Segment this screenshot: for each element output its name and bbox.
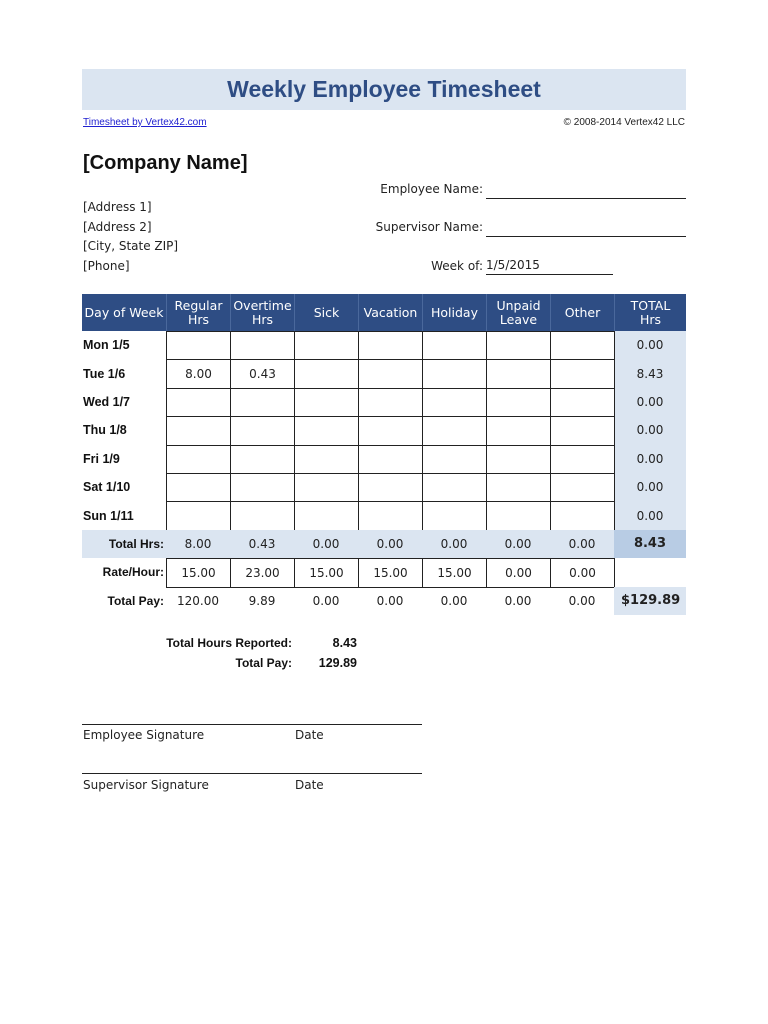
city-state-zip[interactable]: [City, State ZIP] [83, 239, 179, 253]
supervisor-name-field[interactable] [486, 219, 686, 237]
total-pay-cell: 0.00 [504, 593, 532, 608]
supervisor-date-label: Date [295, 778, 324, 792]
hours-cell[interactable] [166, 388, 231, 417]
hours-cell[interactable] [486, 331, 551, 360]
address-1[interactable]: [Address 1] [83, 200, 152, 214]
grand-total-hrs: 8.43 [614, 530, 686, 558]
hours-cell[interactable] [230, 416, 295, 445]
hours-cell[interactable] [486, 359, 551, 388]
hours-cell[interactable] [550, 388, 615, 417]
supervisor-signature-label: Supervisor Signature [83, 778, 209, 792]
grand-total-pay-amount: 129.89 [630, 593, 681, 609]
hours-cell[interactable] [486, 445, 551, 474]
total-hours-reported-value: 8.43 [332, 636, 357, 650]
row-total-cell: 0.00 [636, 480, 664, 495]
column-header: Day of Week [82, 294, 166, 331]
hours-cell[interactable] [166, 331, 231, 360]
hours-cell[interactable]: 8.00 [166, 359, 231, 388]
hours-cell[interactable] [422, 359, 487, 388]
total-pay-cell: 120.00 [177, 593, 219, 608]
column-header: Sick [294, 294, 358, 331]
page-title: Weekly Employee Timesheet [227, 76, 541, 102]
column-header: Other [550, 294, 614, 331]
row-total-cell: 0.00 [636, 394, 664, 409]
hours-cell[interactable] [294, 388, 359, 417]
column-header: TOTAL Hrs [614, 294, 686, 331]
total-hrs-label: Total Hrs: [108, 536, 164, 551]
hours-cell[interactable] [422, 331, 487, 360]
employee-signature-label: Employee Signature [83, 728, 205, 742]
hours-cell[interactable]: 0.43 [230, 359, 295, 388]
total-hrs-cell: 0.00 [312, 536, 340, 551]
hours-cell[interactable] [294, 331, 359, 360]
hours-cell[interactable] [358, 501, 423, 530]
day-label: Fri 1/9 [83, 451, 120, 466]
day-label: Tue 1/6 [83, 366, 126, 381]
rate-hour-label: Rate/Hour: [102, 565, 164, 580]
hours-cell[interactable] [486, 501, 551, 530]
column-header: Regular Hrs [166, 294, 230, 331]
total-hrs-cell: 0.00 [568, 536, 596, 551]
hours-cell[interactable] [230, 388, 295, 417]
hours-cell[interactable] [230, 473, 295, 502]
hours-cell[interactable] [550, 331, 615, 360]
column-header: Unpaid Leave [486, 294, 550, 331]
employee-signature-line[interactable] [82, 724, 422, 725]
grand-total-pay [614, 587, 686, 615]
hours-cell[interactable] [550, 359, 615, 388]
hours-cell[interactable] [550, 416, 615, 445]
hours-cell[interactable] [422, 445, 487, 474]
supervisor-signature-line[interactable] [82, 773, 422, 774]
rate-cell[interactable]: 15.00 [166, 558, 231, 587]
hours-cell[interactable] [422, 473, 487, 502]
hours-cell[interactable] [294, 416, 359, 445]
hours-cell[interactable] [358, 359, 423, 388]
row-total-cell: 8.43 [636, 366, 664, 381]
row-total-cell: 0.00 [636, 508, 664, 523]
hours-cell[interactable] [230, 445, 295, 474]
rate-cell[interactable]: 15.00 [358, 558, 423, 587]
row-total-cell: 0.00 [636, 338, 664, 353]
column-header: Overtime Hrs [230, 294, 294, 331]
total-pay-cell: 0.00 [312, 593, 340, 608]
day-label: Mon 1/5 [83, 338, 130, 353]
hours-cell[interactable] [358, 416, 423, 445]
employee-date-label: Date [295, 728, 324, 742]
day-label: Wed 1/7 [83, 394, 131, 409]
hours-cell[interactable] [294, 473, 359, 502]
rate-cell[interactable]: 15.00 [422, 558, 487, 587]
total-pay-value: 129.89 [318, 656, 357, 670]
employee-name-field[interactable] [486, 181, 686, 199]
hours-cell[interactable] [294, 359, 359, 388]
hours-cell[interactable] [550, 445, 615, 474]
hours-cell[interactable] [294, 445, 359, 474]
rate-cell[interactable]: 0.00 [550, 558, 615, 587]
hours-cell[interactable] [358, 445, 423, 474]
address-2[interactable]: [Address 2] [83, 220, 152, 234]
rate-cell[interactable]: 0.00 [486, 558, 551, 587]
total-pay-cell: 9.89 [248, 593, 276, 608]
supervisor-name-label: Supervisor Name: [375, 220, 483, 234]
total-pay-cell: 0.00 [440, 593, 468, 608]
hours-cell[interactable] [166, 501, 231, 530]
hours-cell[interactable] [166, 445, 231, 474]
total-hrs-cell: 0.00 [376, 536, 404, 551]
company-name[interactable]: [Company Name] [83, 152, 248, 174]
total-pay-cell: 0.00 [568, 593, 596, 608]
hours-cell[interactable] [486, 388, 551, 417]
hours-cell[interactable] [230, 501, 295, 530]
hours-cell[interactable] [550, 473, 615, 502]
hours-cell[interactable] [358, 388, 423, 417]
copyright-text: © 2008-2014 Vertex42 LLC [563, 117, 685, 128]
day-label: Sat 1/10 [83, 480, 131, 495]
total-pay-label: Total Pay: [235, 656, 292, 670]
total-pay-cell: 0.00 [376, 593, 404, 608]
hours-cell[interactable] [358, 331, 423, 360]
week-of-field[interactable]: 1/5/2015 [486, 257, 613, 275]
hours-cell[interactable] [550, 501, 615, 530]
total-hrs-cell: 0.00 [504, 536, 532, 551]
column-header: Holiday [422, 294, 486, 331]
employee-name-label: Employee Name: [380, 182, 483, 196]
hours-cell[interactable] [422, 388, 487, 417]
day-label: Thu 1/8 [83, 423, 127, 438]
total-hrs-cell: 0.00 [440, 536, 468, 551]
rate-cell[interactable]: 15.00 [294, 558, 359, 587]
total-pay-label: Total Pay: [107, 593, 164, 608]
hours-cell[interactable] [358, 473, 423, 502]
row-total-cell: 0.00 [636, 423, 664, 438]
total-hrs-cell: 8.00 [184, 536, 212, 551]
hours-cell[interactable] [486, 416, 551, 445]
total-hrs-cell: 0.43 [248, 536, 276, 551]
hours-cell[interactable] [422, 501, 487, 530]
hours-cell[interactable] [166, 473, 231, 502]
rate-cell[interactable]: 23.00 [230, 558, 295, 587]
currency-symbol: $ [621, 593, 631, 609]
day-label: Sun 1/11 [83, 508, 134, 523]
hours-cell[interactable] [166, 416, 231, 445]
total-hours-reported-label: Total Hours Reported: [166, 636, 292, 650]
vertex42-link[interactable]: Timesheet by Vertex42.com [83, 117, 207, 128]
hours-cell[interactable] [422, 416, 487, 445]
phone[interactable]: [Phone] [83, 259, 130, 273]
hours-cell[interactable] [230, 331, 295, 360]
week-of-label: Week of: [431, 259, 483, 273]
hours-cell[interactable] [294, 501, 359, 530]
column-header: Vacation [358, 294, 422, 331]
row-total-cell: 0.00 [636, 451, 664, 466]
hours-cell[interactable] [486, 473, 551, 502]
